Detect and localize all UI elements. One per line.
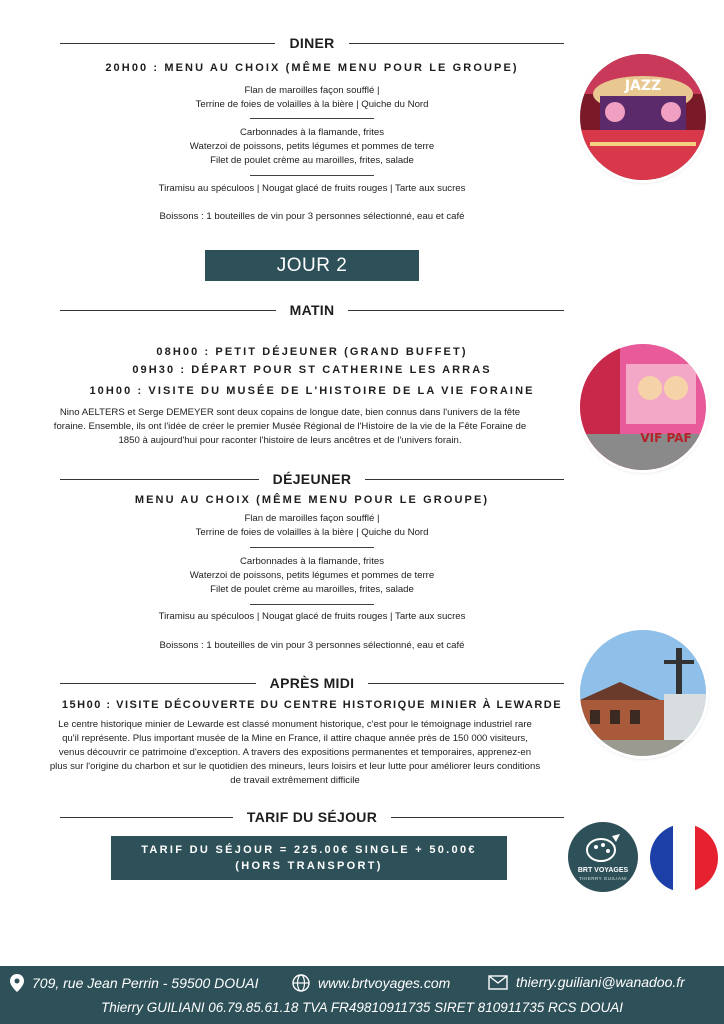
main-line: Carbonnades à la flamande, frites	[240, 556, 384, 567]
brt-voyages-logo	[568, 822, 638, 892]
footer-legal: Thierry GUILIANI 06.79.85.61.18 TVA FR49810911735 SIRET 810911735 RCS DOUAI	[100, 1000, 624, 1015]
main-line: Carbonnades à la flamande, frites	[240, 127, 384, 138]
jazz-sign: JAZZ	[624, 78, 662, 94]
flag-white	[673, 824, 696, 892]
starter-line: Terrine de foies de volailles à la bière | Quiche du Nord	[195, 99, 429, 110]
desc-line: de travail extrêmement difficile	[230, 775, 360, 786]
diner-desserts: Tiramisu au spéculoos | Nougat glacé de fruits rouges | Tarte aux sucres	[158, 183, 466, 194]
dejeuner-starters	[100, 512, 524, 540]
address-text: 709, rue Jean Perrin - 59500 DOUAI	[32, 975, 259, 991]
dejeuner-desserts: Tiramisu au spéculoos | Nougat glacé de fruits rouges | Tarte aux sucres	[158, 611, 466, 622]
flag-red	[695, 824, 718, 892]
mail-icon	[488, 975, 508, 990]
museum-photo	[580, 344, 706, 470]
divider	[365, 479, 564, 480]
footer-website[interactable]	[292, 974, 450, 992]
diner-title: DINER	[289, 35, 335, 51]
desc-line: qu'il représente. Plus important musée de la Mine en France, il attire chaque année près de 150 000 visiteurs,	[62, 733, 528, 744]
museum-image	[580, 344, 706, 470]
divider	[368, 683, 564, 684]
dejeuner-title: DÉJEUNER	[272, 471, 352, 487]
divider	[60, 683, 256, 684]
email-link[interactable]: thierry.guiliani@wanadoo.fr	[516, 974, 685, 990]
separator	[250, 175, 374, 176]
diner-starters	[100, 84, 524, 112]
divider	[60, 310, 276, 311]
mine-image	[580, 630, 706, 756]
matin-description	[20, 406, 560, 448]
dejeuner-drinks: Boissons : 1 bouteilles de vin pour 3 personnes sélectionné, eau et café	[159, 640, 465, 651]
desc-line: venus découvrir ce patrimoine d'exception. A travers des expositions permanentes et temporaires, apprenez-en	[58, 747, 532, 758]
footer-address	[10, 974, 258, 992]
tarif-header	[60, 806, 564, 828]
matin-title: MATIN	[289, 302, 335, 318]
desc-line: Nino AELTERS et Serge DEMEYER sont deux copains de longue date, bien connus dans l'univers de la fête	[59, 407, 521, 418]
brand-name: BRT VOYAGES	[577, 867, 629, 874]
dejeuner-menu-heading: MENU AU CHOIX (MÊME MENU POUR LE GROUPE)	[134, 494, 490, 506]
matin-item: 09H30 : DÉPART POUR ST CATHERINE LES ARRAS	[132, 364, 492, 376]
dejeuner-mains	[100, 555, 524, 597]
divider	[60, 43, 275, 44]
diner-menu-heading: 20H00 : MENU AU CHOIX (MÊME MENU POUR LE GROUPE)	[105, 62, 519, 74]
tarif-note: (HORS TRANSPORT)	[235, 860, 383, 872]
main-line: Waterzoi de poissons, petits légumes et pommes de terre	[189, 141, 435, 152]
main-line: Waterzoi de poissons, petits légumes et pommes de terre	[189, 570, 435, 581]
desc-line: 1850 à aujourd'hui pour raconter l'histoire de leurs ancêtres et de l'univers forain.	[118, 435, 462, 446]
website-link[interactable]: www.brtvoyages.com	[318, 975, 451, 991]
separator	[250, 604, 374, 605]
desc-line: Le centre historique minier de Lewarde est classé monument historique, c'est pour le témoignage industriel rare	[58, 719, 532, 730]
desc-line: plus sur l'origine du charbon et sur le quotidien des mineurs, leurs loisirs et leur lutte pour améliorer leurs conditions	[49, 761, 541, 772]
divider	[348, 310, 564, 311]
main-line: Filet de poulet crème au maroilles, frites, salade	[210, 155, 414, 166]
divider	[391, 817, 564, 818]
matin-item: 10H00 : VISITE DU MUSÉE DE L'HISTOIRE DE LA VIE FORAINE	[89, 385, 535, 397]
diner-mains	[100, 126, 524, 168]
brand-sub: THIERRY GUILIANI	[578, 876, 628, 881]
footer-email[interactable]	[488, 974, 685, 990]
tarif-box	[111, 836, 507, 880]
apres-midi-header	[60, 672, 564, 694]
dejeuner-header	[60, 468, 564, 490]
tarif-price: TARIF DU SÉJOUR = 225.00€ SINGLE + 50.00€	[141, 844, 477, 856]
jour2-banner: JOUR 2	[205, 250, 419, 281]
diner-header	[60, 32, 564, 54]
palette-plane-icon	[568, 822, 638, 892]
starter-line: Flan de maroilles façon soufflé |	[244, 85, 380, 96]
starter-line: Flan de maroilles façon soufflé |	[244, 513, 380, 524]
separator	[250, 547, 374, 548]
apres-midi-description	[15, 718, 575, 788]
vif-paf-sign: VIF PAF	[640, 431, 692, 445]
globe-icon	[292, 974, 310, 992]
divider	[60, 479, 259, 480]
separator	[250, 118, 374, 119]
flag-blue	[650, 824, 673, 892]
desc-line: foraine. Ensemble, ils ont l'idée de créer le premier Musée Régional de l'Histoire de la vie de la Fête Foraine de	[53, 421, 527, 432]
matin-item: 08H00 : PETIT DÉJEUNER (GRAND BUFFET)	[156, 346, 468, 358]
mine-photo	[580, 630, 706, 756]
tarif-title: TARIF DU SÉJOUR	[246, 809, 378, 825]
apres-midi-heading: 15H00 : VISITE DÉCOUVERTE DU CENTRE HISTORIQUE MINIER À LEWARDE	[61, 699, 563, 711]
divider	[349, 43, 564, 44]
french-flag-icon	[650, 824, 718, 892]
main-line: Filet de poulet crème au maroilles, frites, salade	[210, 584, 414, 595]
jazz-stage-photo	[580, 54, 706, 180]
footer	[0, 966, 724, 1024]
matin-header	[60, 299, 564, 321]
jazz-stage-image	[580, 54, 706, 180]
location-pin-icon	[10, 974, 24, 992]
diner-drinks: Boissons : 1 bouteilles de vin pour 3 personnes sélectionné, eau et café	[159, 211, 465, 222]
apres-midi-title: APRÈS MIDI	[269, 675, 355, 691]
starter-line: Terrine de foies de volailles à la bière | Quiche du Nord	[195, 527, 429, 538]
divider	[60, 817, 233, 818]
